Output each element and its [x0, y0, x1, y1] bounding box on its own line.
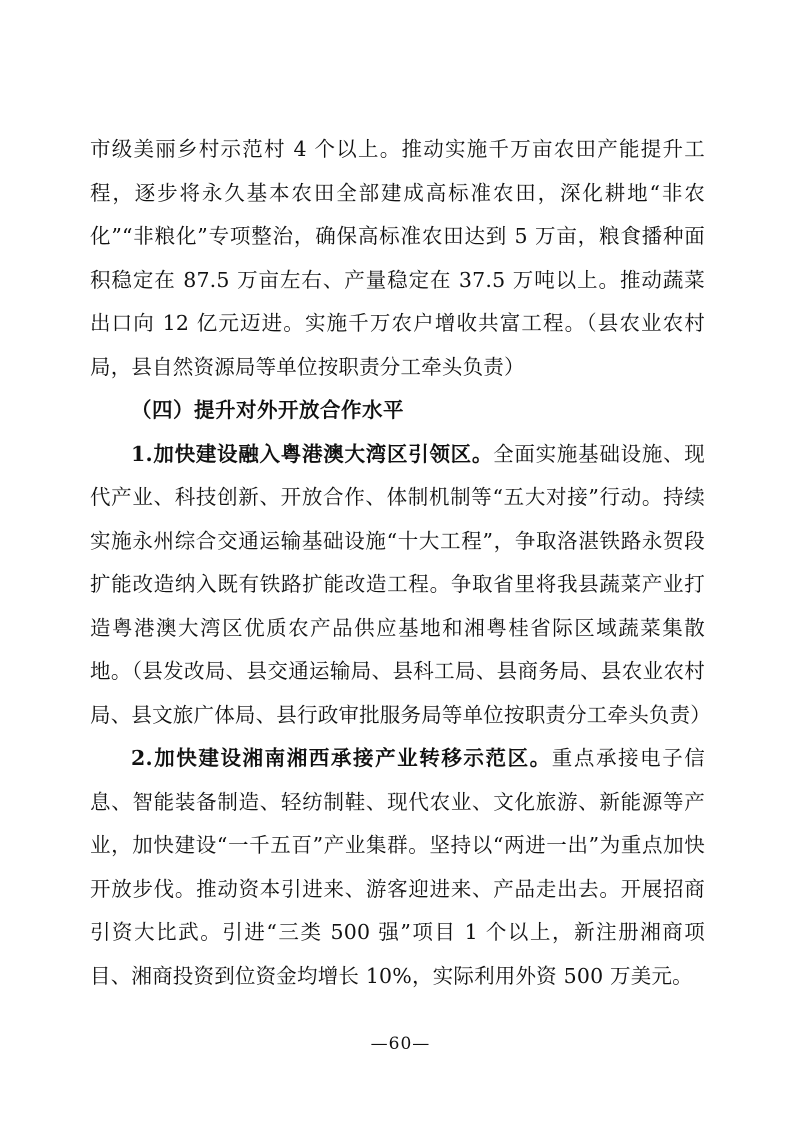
- paragraph-item-2-text: 重点承接电子信息、智能装备制造、轻纺制鞋、现代农业、文化旅游、新能源等产业，加快建设“一千五百”产业集群。坚持以“两进一出”为重点加快开放步伐。推动资本引进来、游客迎进来、产品走出去。开展招商引资大比武。引进“三类 500 强”项目 1 个以上，新注册湘商项目、湘商投资到位资金均增长 10%，实际利用外资 500 万美元。: [90, 746, 705, 988]
- paragraph-agriculture-continued: 市级美丽乡村示范村 4 个以上。推动实施千万亩农田产能提升工程，逐步将永久基本农田全部建成高标准农田，深化耕地“非农化”“非粮化”专项整治，确保高标准农田达到 5 万亩，粮食播种面积稳定在 87.5 万亩左右、产量稳定在 37.5 万吨以上。推动蔬菜出口向 12 亿元迈进。实施千万农户增收共富工程。（县农业农村局，县自然资源局等单位按职责分工牵头负责）: [90, 137, 705, 379]
- paragraph-item-2-lead: 2.加快建设湘南湘西承接产业转移示范区。: [131, 746, 552, 770]
- paragraph-item-1: [90, 433, 711, 738]
- paragraph-item-1-text: 全面实施基础设施、现代产业、科技创新、开放合作、体制机制等“五大对接”行动。持续实施永州综合交通运输基础设施“十大工程”，争取洛湛铁路永贺段扩能改造纳入既有铁路扩能改造工程。争取省里将我县蔬菜产业打造粤港澳大湾区优质农产品供应基地和湘粤桂省际区域蔬菜集散地。（县发改局、县交通运输局、县科工局、县商务局、县农业农村局、县文旅广体局、县行政审批服务局等单位按职责分工牵头负责）: [90, 441, 711, 727]
- page-number: —60—: [370, 1034, 431, 1054]
- section-heading-four: （四）提升对外开放合作水平: [131, 398, 404, 422]
- paragraph-item-1-lead: 1.加快建设融入粤港澳大湾区引领区。: [131, 441, 494, 466]
- document-body: [90, 128, 711, 998]
- paragraph-item-2: [90, 737, 705, 998]
- page-footer: [0, 1034, 793, 1054]
